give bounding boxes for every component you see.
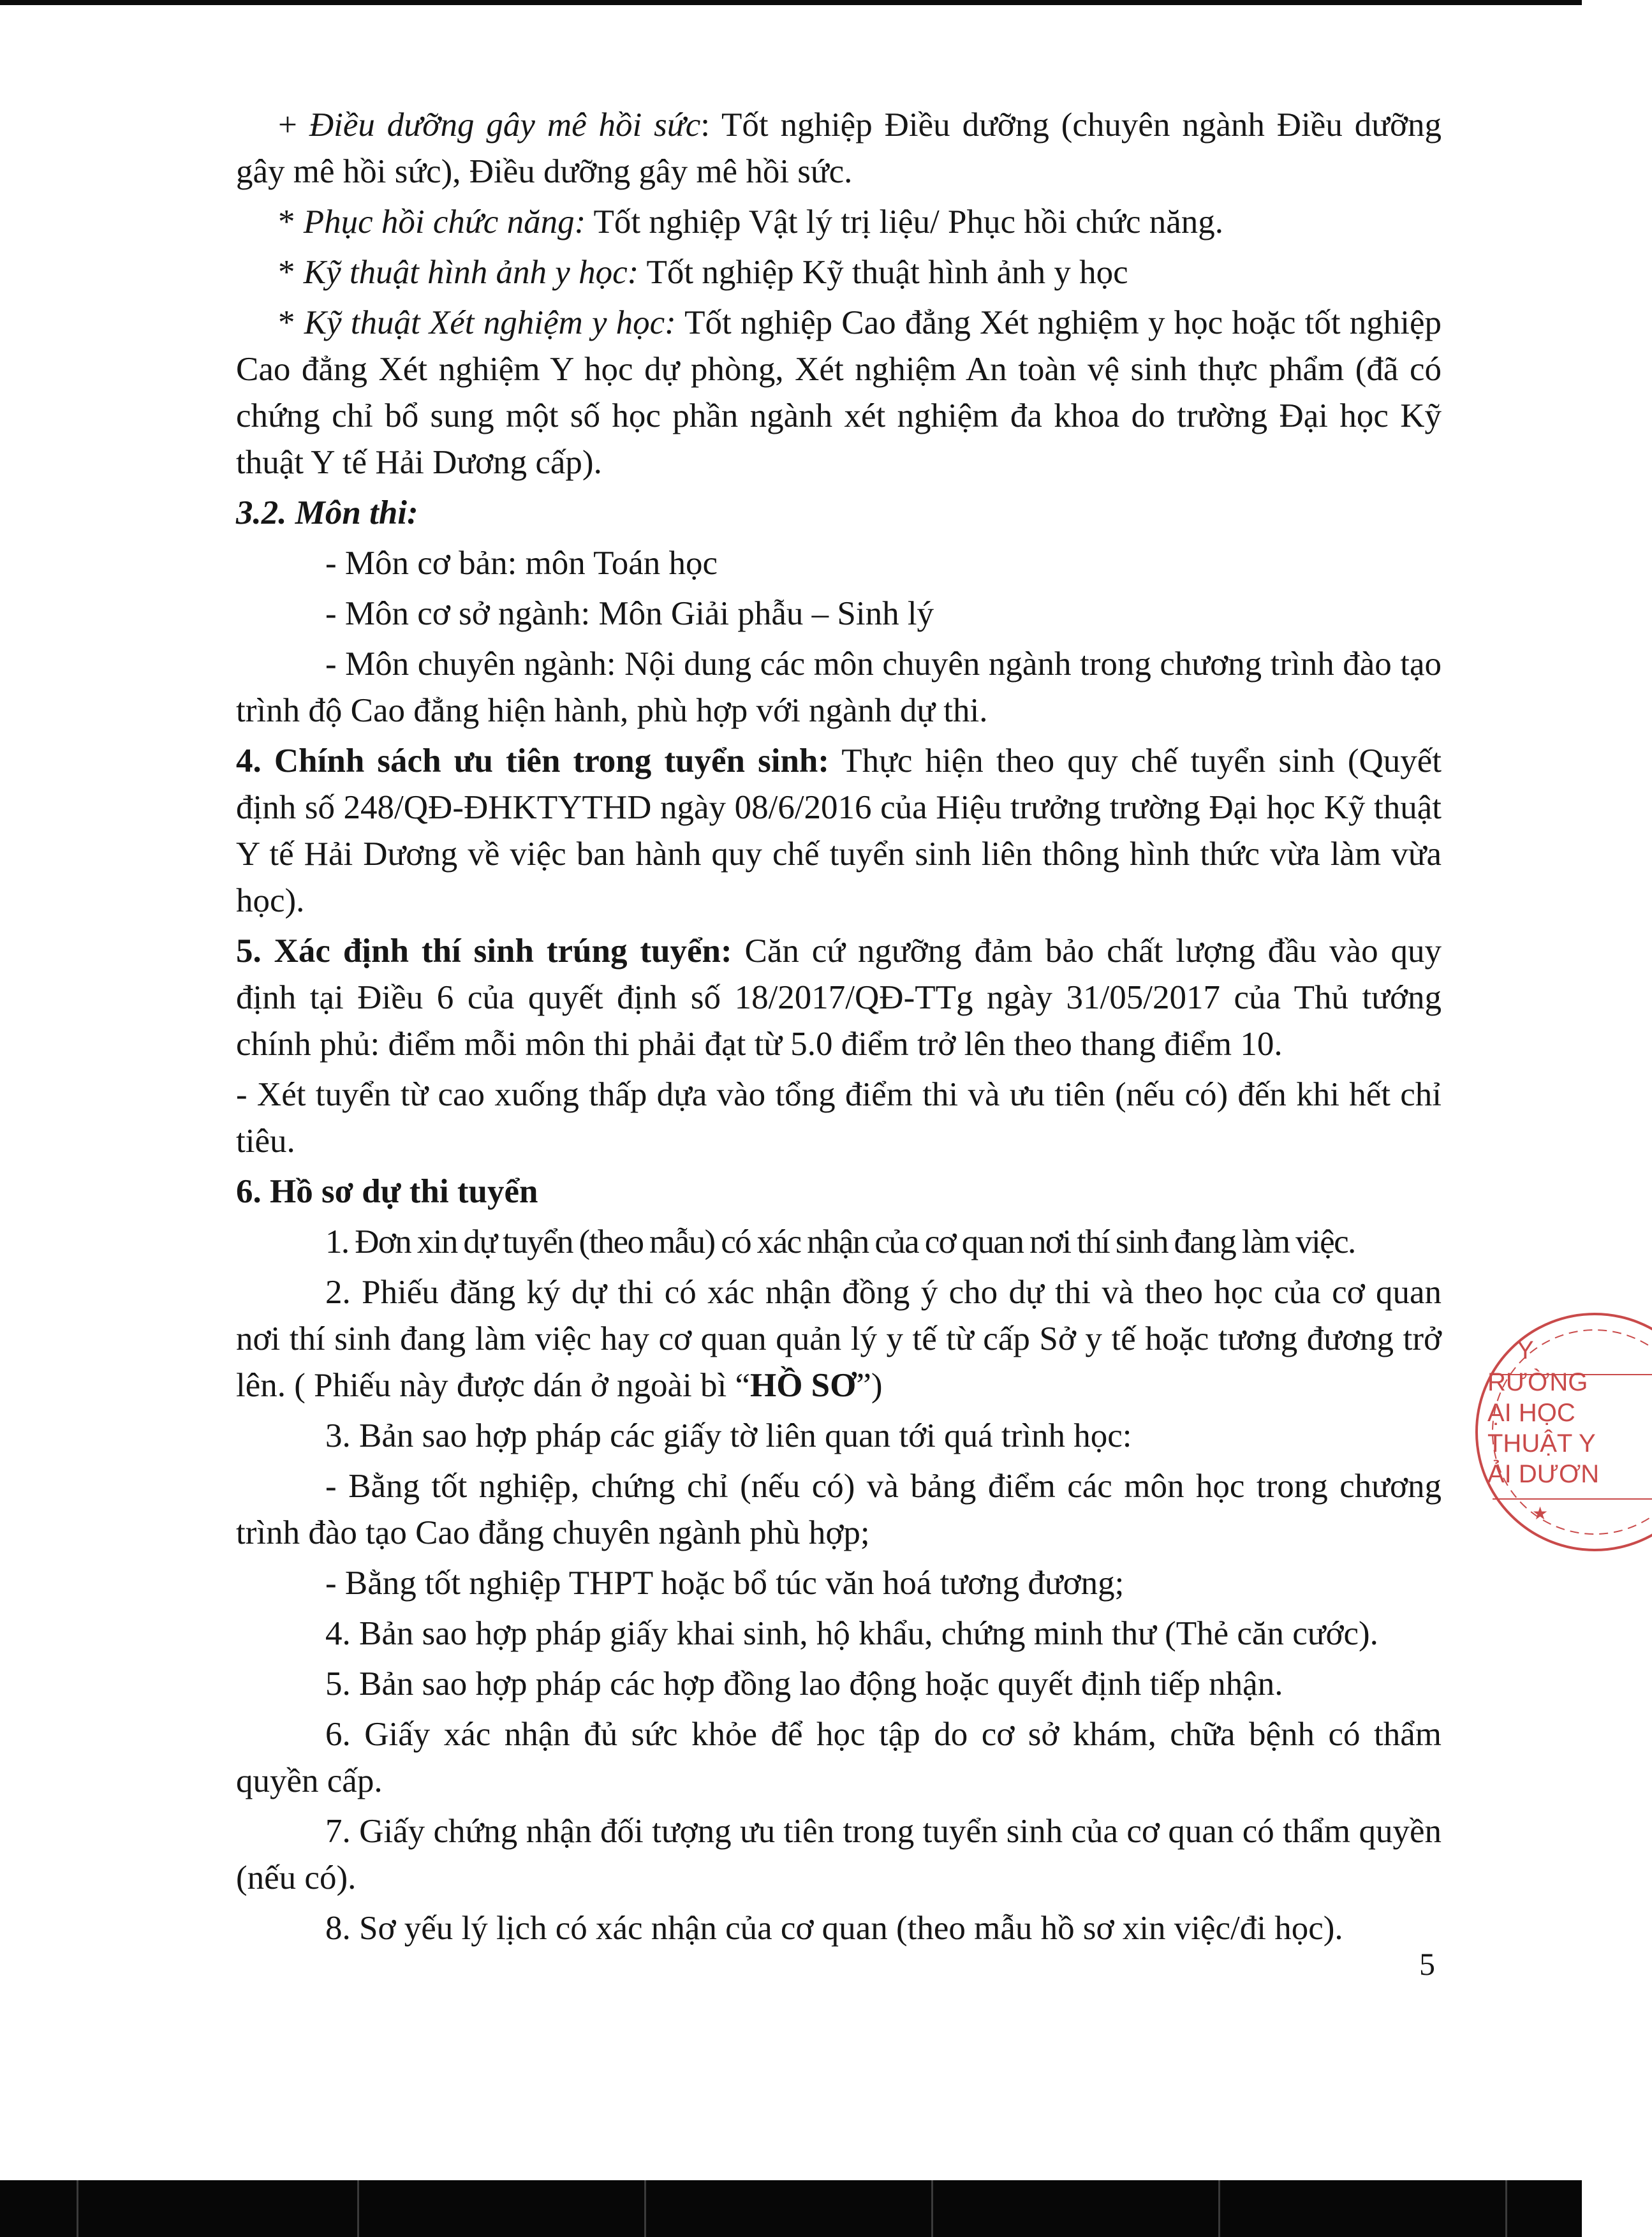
rehabilitation-paragraph [236, 199, 1442, 246]
dossier-item-4: 4. Bản sao hợp pháp giấy khai sinh, hộ khẩu, chứng minh thư (Thẻ căn cước). [325, 1615, 1378, 1652]
section-5-text: Căn cứ ngưỡng đảm bảo chất lượng đầu vào quy định tại Điều 6 của quyết định số 18/2017/QĐ-TTg ngày 31/05/2017 của Thủ tướng chính phủ: điểm mỗi môn thi phải đạt từ 5.0 điểm trở lên theo thang điểm 10. [236, 933, 1442, 1063]
dossier-label-ho-so: HỒ SƠ [749, 1367, 857, 1404]
exam-subject-specialty: - Môn chuyên ngành: Nội dung các môn chuyên ngành trong chương trình đào tạo trình độ Cao đẳng hiện hành, phù hợp với ngành dự thi. [236, 646, 1442, 729]
dossier-item-7: 7. Giấy chứng nhận đối tượng ưu tiên trong tuyển sinh của cơ quan có thẩm quyền (nếu có). [236, 1813, 1442, 1896]
bullet-plus: + [278, 107, 309, 144]
major-requirement: Tốt nghiệp Cao đẳng Xét nghiệm y học hoặc tốt nghiệp Cao đẳng Xét nghiệm Y học dự phòng, Xét nghiệm An toàn vệ sinh thực phẩm (đã có chứng chỉ bổ sung một số học phần ngành xét nghiệm đa khoa do trường Đại học Kỹ thuật Y tế Hải Dương cấp). [236, 304, 1442, 481]
seal-text: Y [1517, 1336, 1534, 1364]
exam-subject-basic: - Môn cơ bản: môn Toán học [325, 545, 718, 582]
dossier-item-5: 5. Bản sao hợp pháp các hợp đồng lao động hoặc quyết định tiếp nhận. [325, 1665, 1283, 1702]
page-number: 5 [1419, 1946, 1435, 1982]
svg-text:★: ★ [1532, 1503, 1549, 1524]
section-4-heading: 4. Chính sách ưu tiên trong tuyển sinh: [236, 742, 830, 779]
exam-subjects-heading: 3.2. Môn thi: [236, 494, 418, 531]
section-5-heading: 5. Xác định thí sinh trúng tuyển: [236, 933, 732, 970]
dossier-item-2-text: 2. Phiếu đăng ký dự thi có xác nhận đồng ý cho dự thi và theo học của cơ quan nơi thí sinh đang làm việc hay cơ quan quản lý y tế từ cấp Sở y tế hoặc tương đương trở lên. ( Phiếu này được dán ở ngoài bì “ [236, 1274, 1442, 1404]
major-requirement: Tốt nghiệp Kỹ thuật hình ảnh y học [638, 254, 1128, 291]
seal-text: ẠI HỌC [1487, 1399, 1575, 1427]
nursing-anesthesia-paragraph [236, 102, 1442, 195]
section-4-paragraph [236, 738, 1442, 924]
major-label: Phục hồi chức năng: [303, 203, 586, 240]
section-5-note: - Xét tuyển từ cao xuống thấp dựa vào tổng điểm thi và ưu tiên (nếu có) đến khi hết chỉ tiêu. [236, 1076, 1442, 1160]
major-label: Kỹ thuật hình ảnh y học: [303, 254, 639, 291]
major-requirement: Tốt nghiệp Vật lý trị liệu/ Phục hồi chức năng. [586, 203, 1223, 240]
bullet-star: * [278, 203, 304, 240]
scan-top-border [0, 0, 1582, 5]
dossier-item-1: 1. Đơn xin dự tuyển (theo mẫu) có xác nhận của cơ quan nơi thí sinh đang làm việc. [325, 1223, 1355, 1260]
dossier-item-3a: - Bằng tốt nghiệp, chứng chỉ (nếu có) và bảng điểm các môn học trong chương trình đào tạo Cao đẳng chuyên ngành phù hợp; [236, 1468, 1442, 1551]
dossier-item-2 [236, 1269, 1442, 1409]
dossier-item-2-end: ”) [856, 1367, 883, 1404]
dossier-item-3b: - Bằng tốt nghiệp THPT hoặc bổ túc văn hoá tương đương; [325, 1565, 1125, 1602]
dossier-item-8: 8. Sơ yếu lý lịch có xác nhận của cơ quan (theo mẫu hồ sơ xin việc/đi học). [325, 1910, 1343, 1947]
scan-bottom-border [0, 2180, 1582, 2237]
dossier-item-6: 6. Giấy xác nhận đủ sức khỏe để học tập do cơ sở khám, chữa bệnh có thẩm quyền cấp. [236, 1716, 1442, 1799]
dossier-item-3: 3. Bản sao hợp pháp các giấy tờ liên quan tới quá trình học: [325, 1417, 1132, 1454]
section-4-text: Thực hiện theo quy chế tuyển sinh (Quyết định số 248/QĐ-ĐHKTYTHD ngày 08/6/2016 của Hiệu trưởng trường Đại học Kỹ thuật Y tế Hải Dương về việc ban hành quy chế tuyển sinh liên thông hình thức vừa làm vừa học). [236, 742, 1442, 919]
major-requirement: : Tốt nghiệp Điều dưỡng (chuyên ngành Điều dưỡng gây mê hồi sức), Điều dưỡng gây mê hồi sức. [236, 107, 1442, 190]
medical-imaging-paragraph [236, 249, 1442, 296]
seal-text: RƯỜNG [1487, 1368, 1588, 1396]
section-5-paragraph [236, 928, 1442, 1068]
seal-text: THUẬT Y [1487, 1429, 1596, 1458]
medical-lab-paragraph [236, 300, 1442, 486]
major-label: Kỹ thuật Xét nghiệm y học: [304, 304, 676, 341]
bullet-star: * [278, 304, 304, 341]
seal-text: ẢI DƯƠN [1487, 1460, 1600, 1488]
exam-subject-foundation: - Môn cơ sở ngành: Môn Giải phẫu – Sinh lý [325, 595, 934, 632]
official-seal [1461, 1298, 1652, 1566]
section-6-heading: 6. Hồ sơ dự thi tuyển [236, 1173, 538, 1210]
major-label: Điều dưỡng gây mê hồi sức [309, 107, 701, 144]
document-body [236, 102, 1442, 1956]
bullet-star: * [278, 254, 304, 291]
